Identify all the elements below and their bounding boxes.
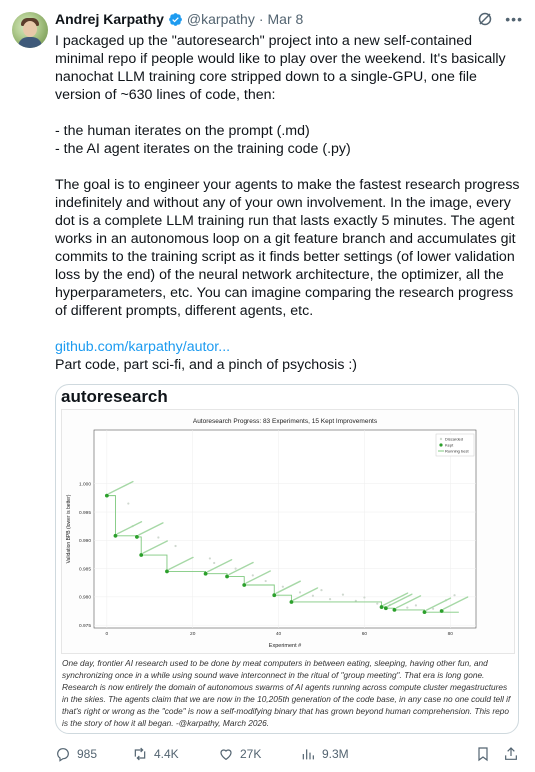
kept-point xyxy=(290,600,294,604)
discarded-point xyxy=(312,595,314,597)
discarded-point xyxy=(252,574,254,576)
legend-marker-discarded xyxy=(440,438,442,440)
author-name[interactable]: Andrej Karpathy xyxy=(55,11,164,27)
discarded-point xyxy=(157,536,159,538)
kept-point xyxy=(272,593,276,597)
x-tick-label: 80 xyxy=(447,632,453,637)
legend-marker-kept xyxy=(439,443,442,446)
kept-point xyxy=(139,553,143,557)
kept-point xyxy=(165,570,169,574)
kept-point xyxy=(114,534,118,538)
discarded-point xyxy=(235,568,237,570)
x-tick-label: 40 xyxy=(275,632,282,637)
kept-point xyxy=(380,605,384,609)
y-tick-label: 1.000 xyxy=(78,482,91,488)
x-tick-label: 60 xyxy=(361,632,368,637)
kept-point xyxy=(384,606,388,610)
kept-point xyxy=(440,609,444,613)
like-icon xyxy=(218,746,234,762)
x-tick-label: 0 xyxy=(105,632,109,637)
tweet-paragraph: - the human iterates on the prompt (.md) xyxy=(55,123,310,139)
kept-point xyxy=(242,583,246,587)
tweet-paragraph: The goal is to engineer your agents to make the fastest research progress indefinitely and without any of your own involvement. In the image, every dot is a complete LLM training run that lasts exactly 5 minutes. The agent works in an autonomous loop on a git feature branch and accumulates git commits to the training script as it finds better settings (of lower validation loss by the end) of the neural network architecture, the optimizer, all the hyperparameters, etc. You can imagine comparing the research progress of different prompts, different agents, etc. xyxy=(55,177,520,319)
x-tick-label: 20 xyxy=(190,632,196,637)
avatar-body xyxy=(18,37,42,48)
tweet-actions xyxy=(55,744,523,764)
views-button[interactable] xyxy=(300,746,349,762)
repost-count: 4.4K xyxy=(154,747,179,761)
share-button[interactable] xyxy=(503,746,519,762)
tweet-paragraph: - the AI agent iterates on the training code (.py) xyxy=(55,141,351,157)
verified-badge-icon[interactable] xyxy=(168,12,183,27)
legend-label: Kept xyxy=(445,442,454,448)
media-title: autoresearch xyxy=(61,387,168,406)
tweet-paragraph: I packaged up the "autoresearch" project into a new self-contained minimal repo if people would like to play over the weekend. It's basically nanochat LLM training core stripped down to a single-GPU, one file version of ~630 lines of code, then: xyxy=(55,33,506,103)
avatar-face xyxy=(23,21,37,37)
avatar[interactable] xyxy=(12,12,48,48)
discarded-point xyxy=(376,603,378,605)
repost-button[interactable] xyxy=(132,746,179,762)
discarded-point xyxy=(329,598,331,600)
header-actions xyxy=(477,8,523,30)
kept-point xyxy=(225,575,229,579)
bookmark-icon xyxy=(475,746,491,762)
discarded-point xyxy=(174,545,176,547)
grok-icon[interactable] xyxy=(477,11,493,27)
kept-point xyxy=(105,494,109,498)
y-tick-label: 0.990 xyxy=(78,539,91,545)
reply-button[interactable] xyxy=(55,746,97,762)
y-tick-label: 0.980 xyxy=(78,595,91,601)
y-tick-label: 0.985 xyxy=(78,567,91,573)
discarded-point xyxy=(127,502,129,504)
views-count: 9.3M xyxy=(322,747,349,761)
discarded-point xyxy=(415,604,417,606)
tweet-media[interactable] xyxy=(55,384,519,734)
tweet-header xyxy=(55,8,523,30)
discarded-point xyxy=(320,589,322,591)
discarded-point xyxy=(209,557,211,559)
y-axis-label: Validation BPB (lower is better) xyxy=(66,494,72,564)
discarded-point xyxy=(363,596,365,598)
legend-label: Discarded xyxy=(445,436,464,442)
kept-point xyxy=(393,608,397,612)
discarded-point xyxy=(299,591,301,593)
share-icon xyxy=(503,746,519,762)
tweet-content xyxy=(55,8,523,761)
repost-icon xyxy=(132,746,148,762)
progress-chart xyxy=(62,410,514,653)
author-handle[interactable]: @karpathy xyxy=(186,11,255,27)
reply-count: 985 xyxy=(77,747,98,761)
discarded-point xyxy=(342,594,344,596)
legend-label: Running best xyxy=(445,448,469,454)
discarded-point xyxy=(453,594,455,596)
more-icon[interactable]: ••• xyxy=(505,11,523,27)
like-count: 27K xyxy=(240,747,262,761)
tweet-closing: Part code, part sci-fi, and a pinch of psychosis :) xyxy=(55,357,358,373)
repo-link[interactable]: github.com/karpathy/autor... xyxy=(55,339,231,355)
x-axis-label: Experiment # xyxy=(268,643,302,649)
header-separator: · xyxy=(258,11,264,27)
y-tick-label: 0.975 xyxy=(78,623,91,629)
y-tick-label: 0.995 xyxy=(78,510,91,516)
chart-title: Autoresearch Progress: 83 Experiments, 15 Kept Improvements xyxy=(192,418,378,425)
discarded-point xyxy=(213,562,215,564)
chart-frame xyxy=(61,409,515,654)
discarded-point xyxy=(265,580,267,582)
discarded-point xyxy=(282,586,284,588)
media-caption: One day, frontier AI research used to be done by meat computers in between eating, sleeping, having other fun, and synchronizing once in a while using sound wave interconnect in the ritual of "group meeting". That era is long gone. Research is now entirely the domain of autonomous swarms of AI agents running across compute cluster megastructures in the skies. The agents claim that we are now in the 10,205th generation of the code base, in any case no one could tell if that's right or wrong as the "code" is now a self-modifying binary that has grown beyond human comprehension. This repo is the story of how it all began. -@karpathy, March 2026. xyxy=(62,658,511,728)
kept-point xyxy=(204,572,208,576)
bookmark-button[interactable] xyxy=(475,746,491,762)
kept-point xyxy=(423,610,427,614)
tweet-text xyxy=(55,32,523,374)
like-button[interactable] xyxy=(218,746,261,762)
discarded-point xyxy=(406,607,408,609)
tweet-date[interactable]: Mar 8 xyxy=(267,11,304,27)
kept-point xyxy=(135,535,139,539)
views-icon xyxy=(300,746,316,762)
reply-icon xyxy=(55,746,71,762)
